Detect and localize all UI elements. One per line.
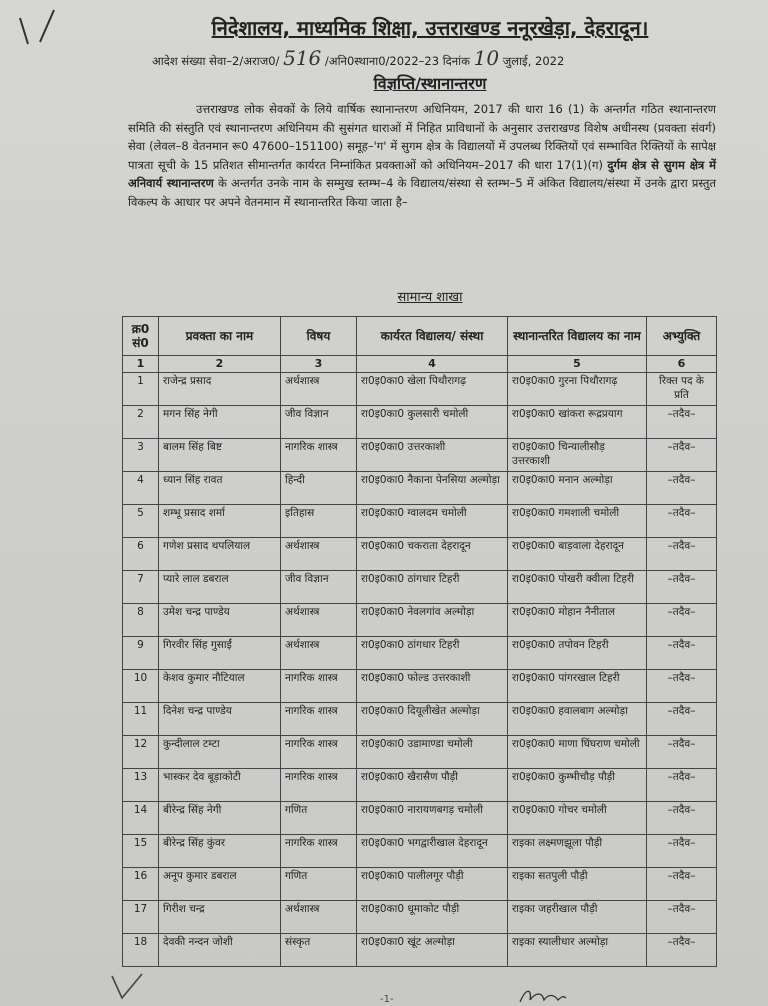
transferred-school-cell: रा0इ0का0 गुरना पिथौरागढ़ <box>508 373 647 406</box>
column-header: प्रवक्ता का नाम <box>159 317 281 356</box>
table-row <box>123 802 717 835</box>
current-school-cell: रा0इ0का0 दियूलीखेत अल्मोड़ा <box>357 703 508 736</box>
table-row <box>123 538 717 571</box>
table-row <box>123 835 717 868</box>
remarks-cell: –तदैव– <box>647 835 717 868</box>
transferred-school-cell: राइका सतपुली पौड़ी <box>508 868 647 901</box>
lecturer-name-cell: गणेश प्रसाद थपलियाल <box>159 538 281 571</box>
table-body <box>123 373 717 967</box>
table-row <box>123 604 717 637</box>
serial-number-cell: 4 <box>123 472 159 505</box>
office-title: निदेशालय, माध्यमिक शिक्षा, उत्तराखण्ड ननूरखेड़ा, देहरादून। <box>211 16 649 40</box>
handwritten-signature <box>518 986 568 1006</box>
subject-cell: जीव विज्ञान <box>281 571 357 604</box>
column-header: क्र0 सं0 <box>123 317 159 356</box>
current-school-cell: रा0इ0का0 खेला पिथौरागढ़ <box>357 373 508 406</box>
body-paragraph: उत्तराखण्ड लोक सेवकों के लिये वार्षिक स्थानान्तरण अधिनियम, 2017 की धारा 16 (1) के अन्तर्गत गठित स्थानान्तरण समिति की संस्तुति एवं स्थानान्तरण अधिनियम की सुसंगत धाराओं में निहित प्राविधानों के अनुसार उत्तराखण्ड विशेष अधीनस्थ (प्रवक्ता संवर्ग) सेवा (लेवल–8 वेतनमान रू0 47600–151100) समूह–'ग' में सुगम क्षेत्र के विद्यालयों में उपलब्ध रिक्तियों एवं सम्भावित रिक्तियों के सापेक्ष पात्रता सूची के 15 प्रतिशत सीमान्तर्गत कार्यरत निम्नांकित प्रवक्ताओं को अधिनियम–2017 की धारा 17(1)(ग) दुर्गम क्षेत्र से सुगम क्षेत्र में अनिवार्य स्थानान्तरण के अन्तर्गत उनके नाम के सम्मुख स्तम्भ–4 के विद्यालय/संस्था से स्तम्भ–5 में अंकित विद्यालय/संस्था में उनके द्वारा प्रस्तुत विकल्प के आधार पर अपने वेतनमान में स्थानान्तरित किया जाता है– <box>128 102 716 209</box>
lecturer-name-cell: गिरवीर सिंह गुसाईं <box>159 637 281 670</box>
serial-number-cell: 5 <box>123 505 159 538</box>
serial-number-cell: 11 <box>123 703 159 736</box>
lecturer-name-cell: दिनेश चन्द्र पाण्डेय <box>159 703 281 736</box>
remarks-cell: –तदैव– <box>647 604 717 637</box>
subject-cell: इतिहास <box>281 505 357 538</box>
table-row <box>123 736 717 769</box>
table-row <box>123 670 717 703</box>
table-row <box>123 472 717 505</box>
column-number: 2 <box>159 356 281 373</box>
serial-number-cell: 6 <box>123 538 159 571</box>
subject-cell: नागरिक शास्त्र <box>281 736 357 769</box>
lecturer-name-cell: गिरीश चन्द्र <box>159 901 281 934</box>
remarks-cell: –तदैव– <box>647 670 717 703</box>
current-school-cell: रा0इ0का0 खैरासैण पौड़ी <box>357 769 508 802</box>
table-row <box>123 868 717 901</box>
transferred-school-cell: रा0इ0का0 कुम्भीचौड़ पौड़ी <box>508 769 647 802</box>
current-school-cell: रा0इ0का0 भगद्वारीखाल देहरादून <box>357 835 508 868</box>
remarks-cell: –तदैव– <box>647 505 717 538</box>
transferred-school-cell: राइका लक्ष्मणझूला पौड़ी <box>508 835 647 868</box>
subject-cell: गणित <box>281 802 357 835</box>
handwritten-mark <box>14 4 62 48</box>
transferred-school-cell: रा0इ0का0 तपोवन टिहरी <box>508 637 647 670</box>
lecturer-name-cell: देवकी नन्दन जोशी <box>159 934 281 967</box>
lecturer-name-cell: केशव कुमार नौटियाल <box>159 670 281 703</box>
page-number: -1- <box>380 994 394 1005</box>
serial-number-cell: 8 <box>123 604 159 637</box>
transferred-school-cell: रा0इ0का0 हवालबाग अल्मोड़ा <box>508 703 647 736</box>
emphasis-text: दुर्गम क्षेत्र से सुगम क्षेत्र में अनिवार्य स्थानान्तरण <box>128 157 716 191</box>
lecturer-name-cell: राजेन्द्र प्रसाद <box>159 373 281 406</box>
current-school-cell: रा0इ0का0 नारायणबगड़ चमोली <box>357 802 508 835</box>
remarks-cell: –तदैव– <box>647 538 717 571</box>
subject-cell: नागरिक शास्त्र <box>281 769 357 802</box>
serial-number-cell: 7 <box>123 571 159 604</box>
subject-cell: अर्थशास्त्र <box>281 901 357 934</box>
remarks-cell: –तदैव– <box>647 934 717 967</box>
current-school-cell: रा0इ0का0 उडामाण्डा चमोली <box>357 736 508 769</box>
table-header-row <box>123 317 717 356</box>
remarks-cell: –तदैव– <box>647 637 717 670</box>
handwritten-date-number: 10 <box>473 46 500 70</box>
serial-number-cell: 18 <box>123 934 159 967</box>
transferred-school-cell: रा0इ0का0 चिन्यालीसौड़ उत्तरकाशी <box>508 439 647 472</box>
subject-cell: अर्थशास्त्र <box>281 604 357 637</box>
transferred-school-cell: रा0इ0का0 पोखरी क्वीला टिहरी <box>508 571 647 604</box>
handwritten-mark <box>108 972 148 1002</box>
lecturer-name-cell: बीरेन्द्र सिंह कुंवर <box>159 835 281 868</box>
serial-number-cell: 12 <box>123 736 159 769</box>
transfer-table <box>122 316 717 967</box>
table-row <box>123 769 717 802</box>
subject-cell: अर्थशास्त्र <box>281 373 357 406</box>
lecturer-name-cell: बालम सिंह बिष्ट <box>159 439 281 472</box>
current-school-cell: रा0इ0का0 खूंट अल्मोड़ा <box>357 934 508 967</box>
section-heading: सामान्य शाखा <box>397 290 463 305</box>
remarks-cell: –तदैव– <box>647 901 717 934</box>
column-number: 1 <box>123 356 159 373</box>
lecturer-name-cell: बीरेन्द्र सिंह नेगी <box>159 802 281 835</box>
table-row <box>123 703 717 736</box>
transferred-school-cell: राइका स्यालीधार अल्मोड़ा <box>508 934 647 967</box>
current-school-cell: रा0इ0का0 नेवलगांव अल्मोड़ा <box>357 604 508 637</box>
transferred-school-cell: राइका जहरीखाल पौड़ी <box>508 901 647 934</box>
current-school-cell: रा0इ0का0 उत्तरकाशी <box>357 439 508 472</box>
table-row <box>123 373 717 406</box>
serial-number-cell: 9 <box>123 637 159 670</box>
lecturer-name-cell: ध्यान सिंह रावत <box>159 472 281 505</box>
current-school-cell: रा0इ0का0 ग्वालदम चमोली <box>357 505 508 538</box>
remarks-cell: –तदैव– <box>647 406 717 439</box>
serial-number-cell: 1 <box>123 373 159 406</box>
transferred-school-cell: रा0इ0का0 मनान अल्मोड़ा <box>508 472 647 505</box>
current-school-cell: रा0इ0का0 कुलसारी चमोली <box>357 406 508 439</box>
remarks-cell: –तदैव– <box>647 802 717 835</box>
transferred-school-cell: रा0इ0का0 गमशाली चमोली <box>508 505 647 538</box>
serial-number-cell: 14 <box>123 802 159 835</box>
transferred-school-cell: रा0इ0का0 मोहान नैनीताल <box>508 604 647 637</box>
serial-number-cell: 10 <box>123 670 159 703</box>
subject-cell: संस्कृत <box>281 934 357 967</box>
current-school-cell: रा0इ0का0 चकराता देहरादून <box>357 538 508 571</box>
remarks-cell: –तदैव– <box>647 769 717 802</box>
serial-number-cell: 13 <box>123 769 159 802</box>
table-row <box>123 934 717 967</box>
subject-cell: हिन्दी <box>281 472 357 505</box>
current-school-cell: रा0इ0का0 पालीलगूर पौड़ी <box>357 868 508 901</box>
table-row <box>123 901 717 934</box>
table-row <box>123 439 717 472</box>
table-row <box>123 406 717 439</box>
notice-subject: विज्ञप्ति/स्थानान्तरण <box>373 74 487 93</box>
lecturer-name-cell: शम्भू प्रसाद शर्मा <box>159 505 281 538</box>
serial-number-cell: 3 <box>123 439 159 472</box>
remarks-cell: –तदैव– <box>647 472 717 505</box>
column-number: 5 <box>508 356 647 373</box>
lecturer-name-cell: कुन्दीलाल टम्टा <box>159 736 281 769</box>
transferred-school-cell: रा0इ0का0 पांगरखाल टिहरी <box>508 670 647 703</box>
column-header: स्थानान्तरित विद्यालय का नाम <box>508 317 647 356</box>
serial-number-cell: 16 <box>123 868 159 901</box>
transferred-school-cell: रा0इ0का0 गोचर चमोली <box>508 802 647 835</box>
transferred-school-cell: रा0इ0का0 माणा घिंघराण चमोली <box>508 736 647 769</box>
serial-number-cell: 2 <box>123 406 159 439</box>
lecturer-name-cell: प्यारे लाल डबराल <box>159 571 281 604</box>
handwritten-order-number: 516 <box>283 46 322 70</box>
current-school-cell: रा0इ0का0 फोल्ड उत्तरकाशी <box>357 670 508 703</box>
lecturer-name-cell: भास्कर देव बूड़ाकोटी <box>159 769 281 802</box>
table-row <box>123 571 717 604</box>
transferred-school-cell: रा0इ0का0 खांकरा रूद्रप्रयाग <box>508 406 647 439</box>
current-school-cell: रा0इ0का0 नैकाना पेनसिया अल्मोड़ा <box>357 472 508 505</box>
lecturer-name-cell: उमेश चन्द्र पाण्डेय <box>159 604 281 637</box>
remarks-cell: –तदैव– <box>647 703 717 736</box>
transferred-school-cell: रा0इ0का0 बाड़वाला देहरादून <box>508 538 647 571</box>
column-number: 6 <box>647 356 717 373</box>
table-row <box>123 505 717 538</box>
subject-cell: अर्थशास्त्र <box>281 637 357 670</box>
subject-cell: नागरिक शास्त्र <box>281 703 357 736</box>
remarks-cell: –तदैव– <box>647 736 717 769</box>
remarks-cell: –तदैव– <box>647 439 717 472</box>
lecturer-name-cell: मगन सिंह नेगी <box>159 406 281 439</box>
current-school-cell: रा0इ0का0 ठांगधार टिहरी <box>357 637 508 670</box>
subject-cell: जीव विज्ञान <box>281 406 357 439</box>
subject-cell: नागरिक शास्त्र <box>281 439 357 472</box>
subject-cell: गणित <box>281 868 357 901</box>
serial-number-cell: 15 <box>123 835 159 868</box>
subject-cell: नागरिक शास्त्र <box>281 670 357 703</box>
subject-cell: अर्थशास्त्र <box>281 538 357 571</box>
subject-cell: नागरिक शास्त्र <box>281 835 357 868</box>
column-number-row <box>123 356 717 373</box>
serial-number-cell: 17 <box>123 901 159 934</box>
column-header: कार्यरत विद्यालय/ संस्था <box>357 317 508 356</box>
current-school-cell: रा0इ0का0 धूमाकोट पौड़ी <box>357 901 508 934</box>
column-number: 3 <box>281 356 357 373</box>
order-number-line: आदेश संख्या सेवा–2/अराज0/ 516 /अनि0स्थाना0/2022–23 दिनांक 10 जुलाई, 2022 <box>152 46 565 70</box>
column-header: विषय <box>281 317 357 356</box>
column-header: अभ्युक्ति <box>647 317 717 356</box>
current-school-cell: रा0इ0का0 ठांगधार टिहरी <box>357 571 508 604</box>
remarks-cell: –तदैव– <box>647 868 717 901</box>
table-row <box>123 637 717 670</box>
remarks-cell: –तदैव– <box>647 571 717 604</box>
column-number: 4 <box>357 356 508 373</box>
lecturer-name-cell: अनूप कुमार डबराल <box>159 868 281 901</box>
remarks-cell: रिक्त पद के प्रति <box>647 373 717 406</box>
